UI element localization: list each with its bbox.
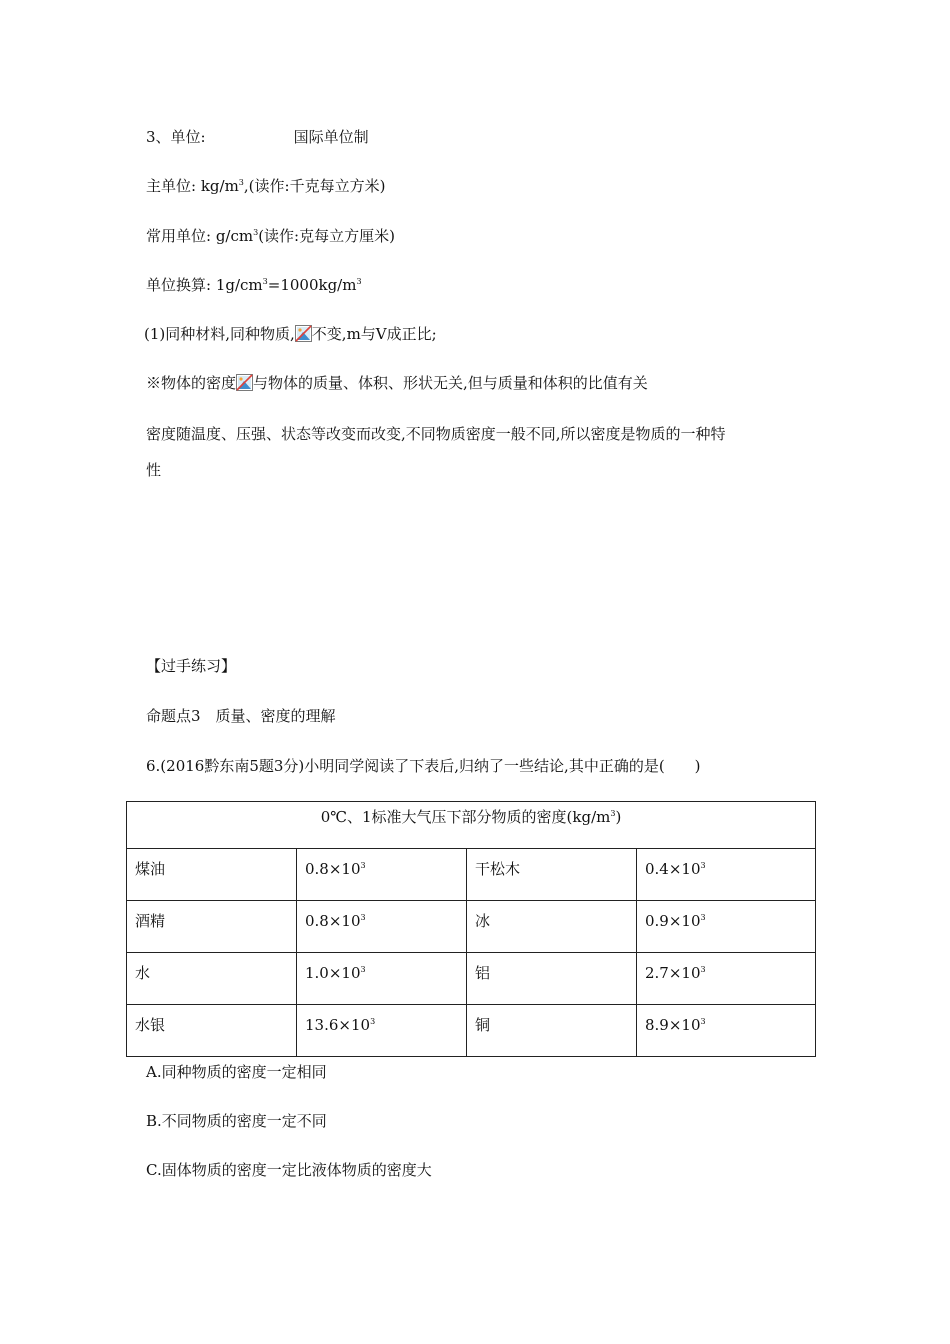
- table-title-row: [127, 802, 816, 849]
- density-property-line2: 性: [146, 461, 162, 479]
- table-title-close: ): [615, 808, 622, 826]
- superscript: 3: [700, 965, 706, 974]
- density-mantissa: 0.4×10: [645, 860, 701, 878]
- substance-name: 冰: [467, 901, 637, 953]
- superscript: 3: [700, 1017, 706, 1026]
- density-value: [637, 849, 816, 901]
- substance-name: 水银: [127, 1005, 297, 1057]
- table-title-text: 0℃、1标准大气压下部分物质的密度(kg/m: [320, 808, 611, 826]
- main-unit-line: [146, 176, 385, 196]
- question-text: 6.(2016黔东南5题3分)小明同学阅读了下表后,归纳了一些结论,其中正确的是( ): [146, 757, 701, 775]
- conversion-right: =1000kg/m: [267, 276, 357, 294]
- option-a: A.同种物质的密度一定相同: [146, 1063, 327, 1081]
- density-mantissa: 8.9×10: [645, 1016, 701, 1034]
- superscript: 3: [370, 1017, 376, 1026]
- substance-name: 铜: [467, 1005, 637, 1057]
- conversion-left: 单位换算: 1g/cm: [146, 276, 263, 294]
- density-value: [297, 953, 467, 1005]
- unit-system: 国际单位制: [293, 128, 369, 146]
- density-mantissa: 0.9×10: [645, 912, 701, 930]
- image-placeholder-icon: [295, 325, 312, 342]
- density-table: [126, 801, 816, 1057]
- table-row: [127, 1005, 816, 1057]
- superscript: 3: [700, 913, 706, 922]
- table-row: [127, 901, 816, 953]
- topic-line: 命题点3 质量、密度的理解: [146, 707, 336, 725]
- density-value: [297, 1005, 467, 1057]
- superscript: 3: [253, 228, 259, 237]
- superscript: 3: [700, 861, 706, 870]
- density-value: [297, 901, 467, 953]
- superscript: 3: [360, 913, 366, 922]
- same-material-text: (1)同种材料,同种物质,: [144, 325, 295, 343]
- superscript: 3: [238, 178, 244, 187]
- table-row: [127, 953, 816, 1005]
- density-mantissa: 0.8×10: [305, 860, 361, 878]
- table-title: [127, 802, 816, 849]
- density-independence-line: [146, 373, 648, 393]
- table-row: [127, 849, 816, 901]
- unit-heading-label: 3、单位:: [146, 128, 206, 146]
- substance-name: 煤油: [127, 849, 297, 901]
- unit-conversion-line: [146, 275, 362, 295]
- superscript: 3: [360, 965, 366, 974]
- unit-heading: [146, 127, 369, 147]
- same-material-line: [144, 324, 437, 344]
- density-value: [637, 901, 816, 953]
- density-value: [637, 953, 816, 1005]
- option-c: C.固体物质的密度一定比液体物质的密度大: [146, 1161, 432, 1179]
- superscript: 3: [610, 809, 616, 818]
- proportional-text: 不变,m与V成正比;: [311, 325, 437, 343]
- density-mantissa: 13.6×10: [305, 1016, 371, 1034]
- common-unit-reading: (读作:克每立方厘米): [258, 227, 395, 245]
- substance-name: 铝: [467, 953, 637, 1005]
- substance-name: 干松木: [467, 849, 637, 901]
- substance-name: 水: [127, 953, 297, 1005]
- density-mantissa: 1.0×10: [305, 964, 361, 982]
- density-mantissa: 2.7×10: [645, 964, 701, 982]
- density-value: [637, 1005, 816, 1057]
- option-b: B.不同物质的密度一定不同: [146, 1112, 327, 1130]
- common-unit-text: 常用单位: g/cm: [146, 227, 254, 245]
- common-unit-line: [146, 226, 395, 246]
- density-note-text: ※物体的密度: [146, 374, 237, 392]
- density-property-line1: 密度随温度、压强、状态等改变而改变,不同物质密度一般不同,所以密度是物质的一种特: [146, 425, 726, 443]
- substance-name: 酒精: [127, 901, 297, 953]
- density-note-rest: 与物体的质量、体积、形状无关,但与质量和体积的比值有关: [253, 374, 648, 392]
- image-placeholder-icon: [236, 374, 253, 391]
- main-unit-text: 主单位: kg/m: [146, 177, 239, 195]
- practice-heading: 【过手练习】: [146, 657, 237, 675]
- main-unit-reading: ,(读作:千克每立方米): [243, 177, 386, 195]
- density-value: [297, 849, 467, 901]
- superscript: 3: [262, 277, 268, 286]
- superscript: 3: [360, 861, 366, 870]
- density-mantissa: 0.8×10: [305, 912, 361, 930]
- superscript: 3: [356, 277, 362, 286]
